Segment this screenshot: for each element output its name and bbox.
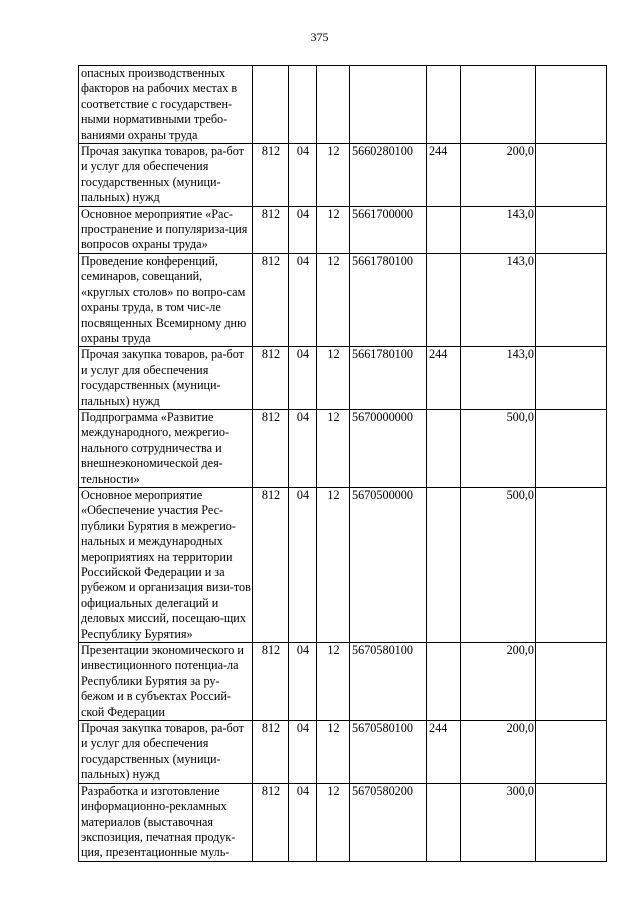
cell-gr: 812 [253,144,289,207]
cell-empty [536,66,607,144]
cell-rz: 04 [289,206,317,253]
cell-sum: 200,0 [461,144,536,207]
table-row [79,253,607,346]
cell-csr: 5670580100 [350,721,427,784]
cell-vr: 244 [427,347,461,410]
cell-sum: 143,0 [461,206,536,253]
cell-name: Проведение конференций, семинаров, совещаний, «круглых столов» по вопро-сам охраны труда, в том чис-ле посвященных Всемирному дню охраны труда [79,253,253,346]
table-row [79,144,607,207]
cell-pr: 12 [317,721,350,784]
table-row [79,721,607,784]
cell-gr: 812 [253,643,289,721]
cell-empty [536,643,607,721]
cell-gr: 812 [253,347,289,410]
cell-pr: 12 [317,409,350,487]
cell-vr [427,66,461,144]
cell-rz: 04 [289,643,317,721]
cell-gr: 812 [253,721,289,784]
cell-vr [427,643,461,721]
cell-vr [427,487,461,642]
cell-empty [536,409,607,487]
cell-sum [461,66,536,144]
cell-csr: 5661780100 [350,347,427,410]
cell-pr: 12 [317,487,350,642]
table-row [79,66,607,144]
cell-empty [536,487,607,642]
cell-csr: 5661700000 [350,206,427,253]
table-row [79,347,607,410]
cell-sum: 143,0 [461,253,536,346]
cell-name: опасных производственных факторов на рабочих местах в соответствие с государствен-ными нормативными требо-ваниями охраны труда [79,66,253,144]
cell-name: Прочая закупка товаров, ра-бот и услуг для обеспечения государственных (муници-пальных) нужд [79,347,253,410]
cell-name: Подпрограмма «Развитие международного, межрегио-нального сотрудничества и внешнеэкономической дея-тельности» [79,409,253,487]
cell-name: Основное мероприятие «Рас-пространение и популяриза-ция вопросов охраны труда» [79,206,253,253]
cell-pr: 12 [317,347,350,410]
cell-empty [536,206,607,253]
cell-empty [536,347,607,410]
cell-sum: 500,0 [461,487,536,642]
cell-csr: 5670500000 [350,487,427,642]
cell-name: Презентации экономического и инвестиционного потенциа-ла Республики Бурятия за ру-бежом и в субъектах Россий-ской Федерации [79,643,253,721]
cell-csr: 5670580200 [350,783,427,861]
cell-rz: 04 [289,144,317,207]
page-number: 375 [310,30,329,44]
cell-vr [427,206,461,253]
cell-vr [427,783,461,861]
cell-sum: 143,0 [461,347,536,410]
cell-vr [427,409,461,487]
cell-name: Прочая закупка товаров, ра-бот и услуг для обеспечения государственных (муници-пальных) нужд [79,144,253,207]
cell-name: Основное мероприятие «Обеспечение участия Рес-публики Бурятия в межрегио-нальных и международных мероприятиях на территории Российской Федерации и за рубежом и организация визи-тов официальных делегаций и деловых миссий, посещаю-щих Республику Бурятия» [79,487,253,642]
budget-table [78,65,607,862]
cell-pr [317,66,350,144]
cell-csr: 5661780100 [350,253,427,346]
cell-gr [253,66,289,144]
cell-sum: 500,0 [461,409,536,487]
cell-sum: 300,0 [461,783,536,861]
table-row [79,409,607,487]
cell-csr: 5670580100 [350,643,427,721]
cell-csr: 5660280100 [350,144,427,207]
cell-vr [427,253,461,346]
cell-pr: 12 [317,783,350,861]
cell-pr: 12 [317,643,350,721]
cell-name: Разработка и изготовление информационно-рекламных материалов (выставочная экспозиция, печатная продук-ция, презентационные муль- [79,783,253,861]
cell-rz: 04 [289,409,317,487]
cell-sum: 200,0 [461,721,536,784]
cell-rz: 04 [289,347,317,410]
table-row [79,643,607,721]
cell-sum: 200,0 [461,643,536,721]
table-row [79,487,607,642]
cell-rz: 04 [289,721,317,784]
cell-pr: 12 [317,206,350,253]
cell-vr: 244 [427,144,461,207]
cell-csr [350,66,427,144]
cell-empty [536,783,607,861]
cell-empty [536,721,607,784]
cell-empty [536,144,607,207]
cell-gr: 812 [253,409,289,487]
cell-rz: 04 [289,253,317,346]
table-row [79,783,607,861]
cell-rz: 04 [289,487,317,642]
cell-pr: 12 [317,253,350,346]
cell-gr: 812 [253,253,289,346]
cell-rz [289,66,317,144]
cell-name: Прочая закупка товаров, ра-бот и услуг для обеспечения государственных (муници-пальных) нужд [79,721,253,784]
cell-gr: 812 [253,783,289,861]
cell-gr: 812 [253,206,289,253]
cell-gr: 812 [253,487,289,642]
cell-pr: 12 [317,144,350,207]
cell-csr: 5670000000 [350,409,427,487]
cell-empty [536,253,607,346]
cell-vr: 244 [427,721,461,784]
table-row [79,206,607,253]
cell-rz: 04 [289,783,317,861]
